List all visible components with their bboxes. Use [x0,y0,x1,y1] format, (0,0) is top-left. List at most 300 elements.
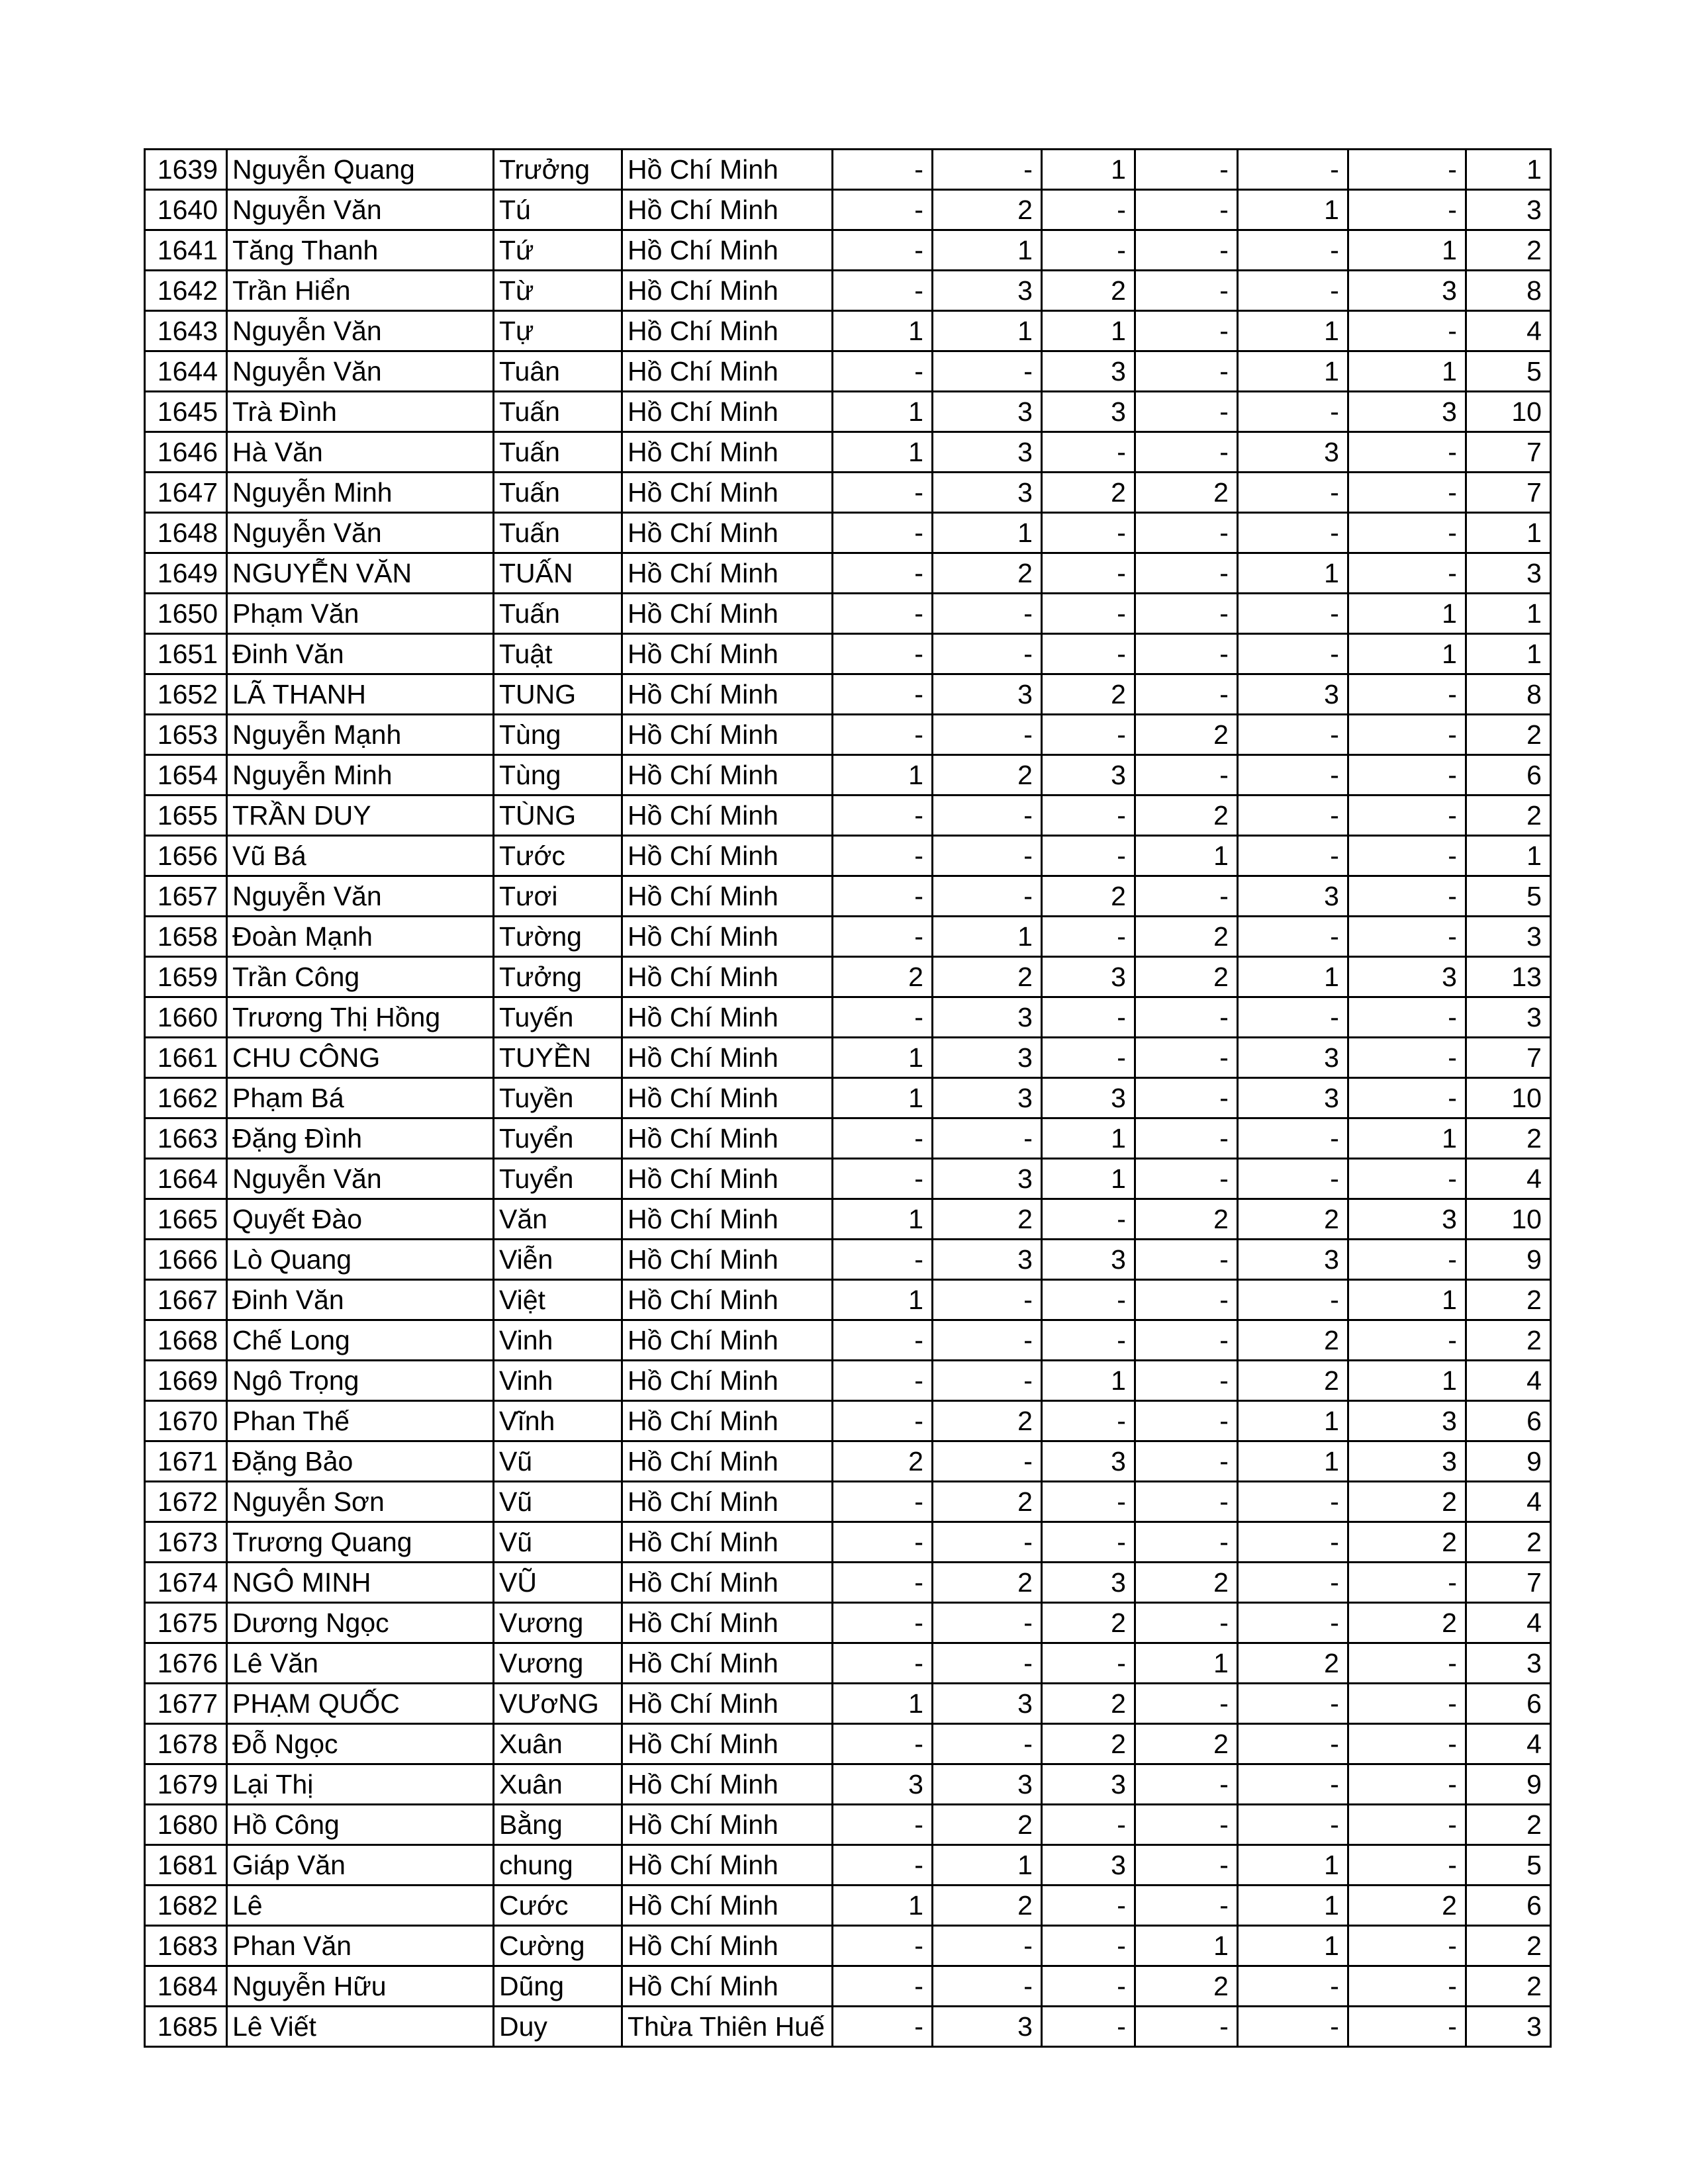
province-cell: Hồ Chí Minh [622,796,833,836]
score-3-cell: - [1041,836,1135,876]
total-cell: 3 [1466,997,1550,1038]
score-2-cell: 3 [932,392,1041,432]
score-1-cell: - [832,1159,932,1199]
province-cell: Hồ Chí Minh [622,1563,833,1603]
total-cell: 8 [1466,674,1550,715]
last-name-cell: Đặng Đình [227,1118,494,1159]
score-2-cell: 1 [932,311,1041,351]
score-1-cell: - [832,1805,932,1845]
score-1-cell: - [832,1563,932,1603]
table-row [145,1118,1551,1159]
score-1-cell: 2 [832,1441,932,1482]
first-name-cell: chung [494,1845,622,1886]
score-3-cell: - [1041,1643,1135,1684]
score-1-cell: - [832,1845,932,1886]
score-1-cell: - [832,594,932,634]
score-3-cell: 1 [1041,1118,1135,1159]
score-2-cell: - [932,1441,1041,1482]
table-row [145,1926,1551,1966]
score-3-cell: - [1041,1199,1135,1240]
score-6-cell: 1 [1348,230,1466,271]
row-number-cell: 1677 [145,1684,227,1724]
province-cell: Hồ Chí Minh [622,1361,833,1401]
score-1-cell: - [832,634,932,674]
score-1-cell: 1 [832,1280,932,1320]
score-3-cell: - [1041,997,1135,1038]
score-2-cell: - [932,351,1041,392]
table-row [145,1805,1551,1845]
score-2-cell: 2 [932,190,1041,230]
row-number-cell: 1661 [145,1038,227,1078]
score-3-cell: 2 [1041,473,1135,513]
score-4-cell: 2 [1135,715,1237,755]
score-5-cell: - [1237,1522,1348,1563]
results-table [144,148,1552,2048]
score-5-cell: - [1237,513,1348,553]
score-6-cell: - [1348,997,1466,1038]
score-3-cell: 3 [1041,1764,1135,1805]
row-number-cell: 1666 [145,1240,227,1280]
score-4-cell: - [1135,1118,1237,1159]
score-3-cell: 3 [1041,1078,1135,1118]
table-row [145,634,1551,674]
score-2-cell: 3 [932,2007,1041,2047]
score-1-cell: - [832,1401,932,1441]
table-row [145,1482,1551,1522]
score-5-cell: 3 [1237,1038,1348,1078]
score-1-cell: - [832,150,932,190]
last-name-cell: Trà Đình [227,392,494,432]
score-2-cell: - [932,634,1041,674]
province-cell: Hồ Chí Minh [622,594,833,634]
score-5-cell: - [1237,1805,1348,1845]
score-4-cell: 2 [1135,473,1237,513]
table-row [145,311,1551,351]
score-3-cell: 1 [1041,150,1135,190]
score-2-cell: - [932,1966,1041,2007]
table-row [145,392,1551,432]
total-cell: 2 [1466,230,1550,271]
score-6-cell: - [1348,1684,1466,1724]
score-4-cell: - [1135,351,1237,392]
score-3-cell: - [1041,1926,1135,1966]
score-2-cell: - [932,1603,1041,1643]
first-name-cell: Duy [494,2007,622,2047]
last-name-cell: Nguyễn Văn [227,311,494,351]
score-4-cell: 2 [1135,796,1237,836]
total-cell: 3 [1466,917,1550,957]
score-5-cell: 3 [1237,432,1348,473]
last-name-cell: PHẠM QUỐC [227,1684,494,1724]
score-5-cell: 1 [1237,311,1348,351]
score-4-cell: - [1135,634,1237,674]
table-row [145,997,1551,1038]
first-name-cell: Tùng [494,715,622,755]
score-6-cell: - [1348,1724,1466,1764]
score-5-cell: - [1237,594,1348,634]
table-row [145,1724,1551,1764]
table-row [145,513,1551,553]
first-name-cell: Xuân [494,1724,622,1764]
table-row [145,1886,1551,1926]
score-4-cell: - [1135,1078,1237,1118]
score-1-cell: 1 [832,432,932,473]
table-body [145,150,1551,2047]
score-1-cell: 1 [832,1199,932,1240]
row-number-cell: 1667 [145,1280,227,1320]
score-2-cell: 3 [932,432,1041,473]
last-name-cell: Đỗ Ngọc [227,1724,494,1764]
total-cell: 1 [1466,634,1550,674]
first-name-cell: Cước [494,1886,622,1926]
score-2-cell: 1 [932,230,1041,271]
score-2-cell: 1 [932,513,1041,553]
score-5-cell: 1 [1237,553,1348,594]
row-number-cell: 1652 [145,674,227,715]
score-3-cell: 1 [1041,311,1135,351]
score-6-cell: 1 [1348,634,1466,674]
score-2-cell: 1 [932,1845,1041,1886]
score-4-cell: - [1135,594,1237,634]
last-name-cell: Phạm Bá [227,1078,494,1118]
score-4-cell: - [1135,1805,1237,1845]
score-2-cell: 2 [932,957,1041,997]
row-number-cell: 1665 [145,1199,227,1240]
row-number-cell: 1673 [145,1522,227,1563]
score-3-cell: 3 [1041,392,1135,432]
total-cell: 3 [1466,1643,1550,1684]
total-cell: 9 [1466,1764,1550,1805]
province-cell: Hồ Chí Minh [622,1038,833,1078]
score-1-cell: - [832,1926,932,1966]
last-name-cell: Quyết Đào [227,1199,494,1240]
first-name-cell: Từ [494,271,622,311]
score-6-cell: - [1348,1805,1466,1845]
score-5-cell: 3 [1237,876,1348,917]
score-5-cell: - [1237,715,1348,755]
row-number-cell: 1664 [145,1159,227,1199]
score-6-cell: 1 [1348,594,1466,634]
score-5-cell: - [1237,1603,1348,1643]
score-6-cell: - [1348,715,1466,755]
score-6-cell: - [1348,473,1466,513]
score-1-cell: - [832,230,932,271]
province-cell: Hồ Chí Minh [622,674,833,715]
total-cell: 4 [1466,1361,1550,1401]
province-cell: Hồ Chí Minh [622,1684,833,1724]
last-name-cell: Đinh Văn [227,1280,494,1320]
first-name-cell: Tươi [494,876,622,917]
score-2-cell: 3 [932,473,1041,513]
province-cell: Hồ Chí Minh [622,917,833,957]
total-cell: 7 [1466,1038,1550,1078]
score-6-cell: - [1348,1966,1466,2007]
score-6-cell: - [1348,311,1466,351]
table-row [145,150,1551,190]
score-4-cell: - [1135,674,1237,715]
score-6-cell: - [1348,1078,1466,1118]
first-name-cell: Tước [494,836,622,876]
score-1-cell: - [832,1643,932,1684]
score-4-cell: - [1135,1038,1237,1078]
last-name-cell: Tăng Thanh [227,230,494,271]
total-cell: 10 [1466,1078,1550,1118]
table-row [145,230,1551,271]
score-2-cell: 3 [932,674,1041,715]
score-6-cell: 2 [1348,1522,1466,1563]
province-cell: Hồ Chí Minh [622,755,833,796]
row-number-cell: 1678 [145,1724,227,1764]
last-name-cell: Hà Văn [227,432,494,473]
score-1-cell: 1 [832,392,932,432]
score-2-cell: - [932,594,1041,634]
total-cell: 1 [1466,594,1550,634]
score-4-cell: - [1135,2007,1237,2047]
table-row [145,1684,1551,1724]
row-number-cell: 1639 [145,150,227,190]
total-cell: 3 [1466,2007,1550,2047]
province-cell: Hồ Chí Minh [622,1280,833,1320]
total-cell: 13 [1466,957,1550,997]
score-3-cell: 3 [1041,351,1135,392]
score-5-cell: - [1237,1159,1348,1199]
province-cell: Hồ Chí Minh [622,957,833,997]
score-5-cell: - [1237,917,1348,957]
score-5-cell: 1 [1237,351,1348,392]
first-name-cell: Tuyền [494,1078,622,1118]
province-cell: Thừa Thiên Huế [622,2007,833,2047]
table-row [145,351,1551,392]
province-cell: Hồ Chí Minh [622,513,833,553]
score-6-cell: 3 [1348,1441,1466,1482]
total-cell: 8 [1466,271,1550,311]
score-3-cell: - [1041,2007,1135,2047]
last-name-cell: Trương Quang [227,1522,494,1563]
province-cell: Hồ Chí Minh [622,473,833,513]
score-2-cell: 3 [932,1038,1041,1078]
total-cell: 5 [1466,1845,1550,1886]
score-4-cell: 2 [1135,1563,1237,1603]
score-2-cell: - [932,796,1041,836]
score-2-cell: 3 [932,1764,1041,1805]
first-name-cell: Tùng [494,755,622,796]
row-number-cell: 1645 [145,392,227,432]
first-name-cell: TUYỀN [494,1038,622,1078]
score-5-cell: - [1237,755,1348,796]
score-3-cell: - [1041,1320,1135,1361]
score-6-cell: 1 [1348,1361,1466,1401]
first-name-cell: Vương [494,1603,622,1643]
row-number-cell: 1669 [145,1361,227,1401]
province-cell: Hồ Chí Minh [622,1886,833,1926]
score-2-cell: - [932,836,1041,876]
score-4-cell: - [1135,513,1237,553]
province-cell: Hồ Chí Minh [622,1643,833,1684]
first-name-cell: Tuấn [494,392,622,432]
total-cell: 4 [1466,1159,1550,1199]
score-6-cell: 1 [1348,1118,1466,1159]
table-row [145,796,1551,836]
score-3-cell: 1 [1041,1361,1135,1401]
total-cell: 2 [1466,1280,1550,1320]
score-4-cell: - [1135,1482,1237,1522]
score-6-cell: - [1348,513,1466,553]
score-1-cell: - [832,796,932,836]
score-6-cell: - [1348,674,1466,715]
score-5-cell: 3 [1237,674,1348,715]
score-4-cell: 2 [1135,917,1237,957]
score-6-cell: - [1348,1159,1466,1199]
score-2-cell: - [932,1361,1041,1401]
score-2-cell: - [932,1522,1041,1563]
score-2-cell: 2 [932,1563,1041,1603]
score-4-cell: - [1135,755,1237,796]
row-number-cell: 1683 [145,1926,227,1966]
score-2-cell: - [932,876,1041,917]
score-3-cell: 2 [1041,876,1135,917]
first-name-cell: Viễn [494,1240,622,1280]
score-1-cell: - [832,836,932,876]
score-6-cell: 3 [1348,271,1466,311]
first-name-cell: Vũ [494,1482,622,1522]
score-6-cell: 2 [1348,1603,1466,1643]
score-2-cell: - [932,1926,1041,1966]
score-1-cell: - [832,917,932,957]
province-cell: Hồ Chí Minh [622,432,833,473]
score-1-cell: 1 [832,1078,932,1118]
row-number-cell: 1668 [145,1320,227,1361]
score-5-cell: - [1237,150,1348,190]
table-row [145,1643,1551,1684]
province-cell: Hồ Chí Minh [622,1845,833,1886]
score-6-cell: - [1348,190,1466,230]
province-cell: Hồ Chí Minh [622,1603,833,1643]
score-5-cell: - [1237,1118,1348,1159]
province-cell: Hồ Chí Minh [622,1078,833,1118]
score-4-cell: 2 [1135,957,1237,997]
last-name-cell: Lê Viết [227,2007,494,2047]
last-name-cell: Đinh Văn [227,634,494,674]
first-name-cell: Tưởng [494,957,622,997]
first-name-cell: Tuyến [494,997,622,1038]
score-4-cell: - [1135,271,1237,311]
last-name-cell: Lê Văn [227,1643,494,1684]
score-2-cell: - [932,1118,1041,1159]
score-1-cell: - [832,715,932,755]
row-number-cell: 1675 [145,1603,227,1643]
score-1-cell: - [832,1240,932,1280]
first-name-cell: Vĩnh [494,1401,622,1441]
score-4-cell: - [1135,1320,1237,1361]
last-name-cell: Dương Ngọc [227,1603,494,1643]
province-cell: Hồ Chí Minh [622,1441,833,1482]
table-row [145,1361,1551,1401]
score-4-cell: 1 [1135,1643,1237,1684]
score-2-cell: 2 [932,1199,1041,1240]
last-name-cell: Nguyễn Minh [227,755,494,796]
first-name-cell: Tuấn [494,513,622,553]
score-6-cell: - [1348,150,1466,190]
score-1-cell: 1 [832,1038,932,1078]
province-cell: Hồ Chí Minh [622,1159,833,1199]
last-name-cell: Nguyễn Văn [227,876,494,917]
score-3-cell: - [1041,917,1135,957]
row-number-cell: 1646 [145,432,227,473]
table-row [145,553,1551,594]
score-5-cell: - [1237,836,1348,876]
row-number-cell: 1649 [145,553,227,594]
total-cell: 9 [1466,1441,1550,1482]
table-row [145,674,1551,715]
total-cell: 6 [1466,1401,1550,1441]
first-name-cell: Dũng [494,1966,622,2007]
score-4-cell: - [1135,311,1237,351]
row-number-cell: 1643 [145,311,227,351]
province-cell: Hồ Chí Minh [622,1199,833,1240]
score-1-cell: 3 [832,1764,932,1805]
score-2-cell: - [932,715,1041,755]
score-6-cell: - [1348,553,1466,594]
table-row [145,755,1551,796]
score-4-cell: - [1135,392,1237,432]
row-number-cell: 1680 [145,1805,227,1845]
score-1-cell: - [832,1603,932,1643]
score-6-cell: 3 [1348,1199,1466,1240]
total-cell: 10 [1466,1199,1550,1240]
score-3-cell: - [1041,594,1135,634]
score-6-cell: 1 [1348,351,1466,392]
last-name-cell: Nguyễn Văn [227,1159,494,1199]
score-5-cell: - [1237,473,1348,513]
total-cell: 7 [1466,432,1550,473]
score-6-cell: - [1348,876,1466,917]
score-3-cell: - [1041,1886,1135,1926]
last-name-cell: Nguyễn Văn [227,351,494,392]
score-4-cell: - [1135,1441,1237,1482]
table-row [145,1401,1551,1441]
first-name-cell: Tuấn [494,432,622,473]
score-3-cell: 2 [1041,674,1135,715]
table-row [145,1845,1551,1886]
score-5-cell: 2 [1237,1361,1348,1401]
score-5-cell: 1 [1237,1845,1348,1886]
score-3-cell: 3 [1041,1845,1135,1886]
table-row [145,1320,1551,1361]
score-5-cell: 2 [1237,1320,1348,1361]
score-5-cell: - [1237,1724,1348,1764]
total-cell: 2 [1466,1966,1550,2007]
first-name-cell: Tuân [494,351,622,392]
row-number-cell: 1660 [145,997,227,1038]
province-cell: Hồ Chí Minh [622,997,833,1038]
last-name-cell: Vũ Bá [227,836,494,876]
first-name-cell: Việt [494,1280,622,1320]
score-5-cell: - [1237,2007,1348,2047]
first-name-cell: Văn [494,1199,622,1240]
first-name-cell: Trưởng [494,150,622,190]
province-cell: Hồ Chí Minh [622,1966,833,2007]
row-number-cell: 1658 [145,917,227,957]
table-row [145,1159,1551,1199]
score-5-cell: - [1237,1563,1348,1603]
table-row [145,1240,1551,1280]
table-row [145,2007,1551,2047]
score-1-cell: 1 [832,311,932,351]
score-1-cell: - [832,513,932,553]
score-3-cell: 1 [1041,1159,1135,1199]
score-1-cell: - [832,553,932,594]
score-2-cell: 3 [932,1684,1041,1724]
